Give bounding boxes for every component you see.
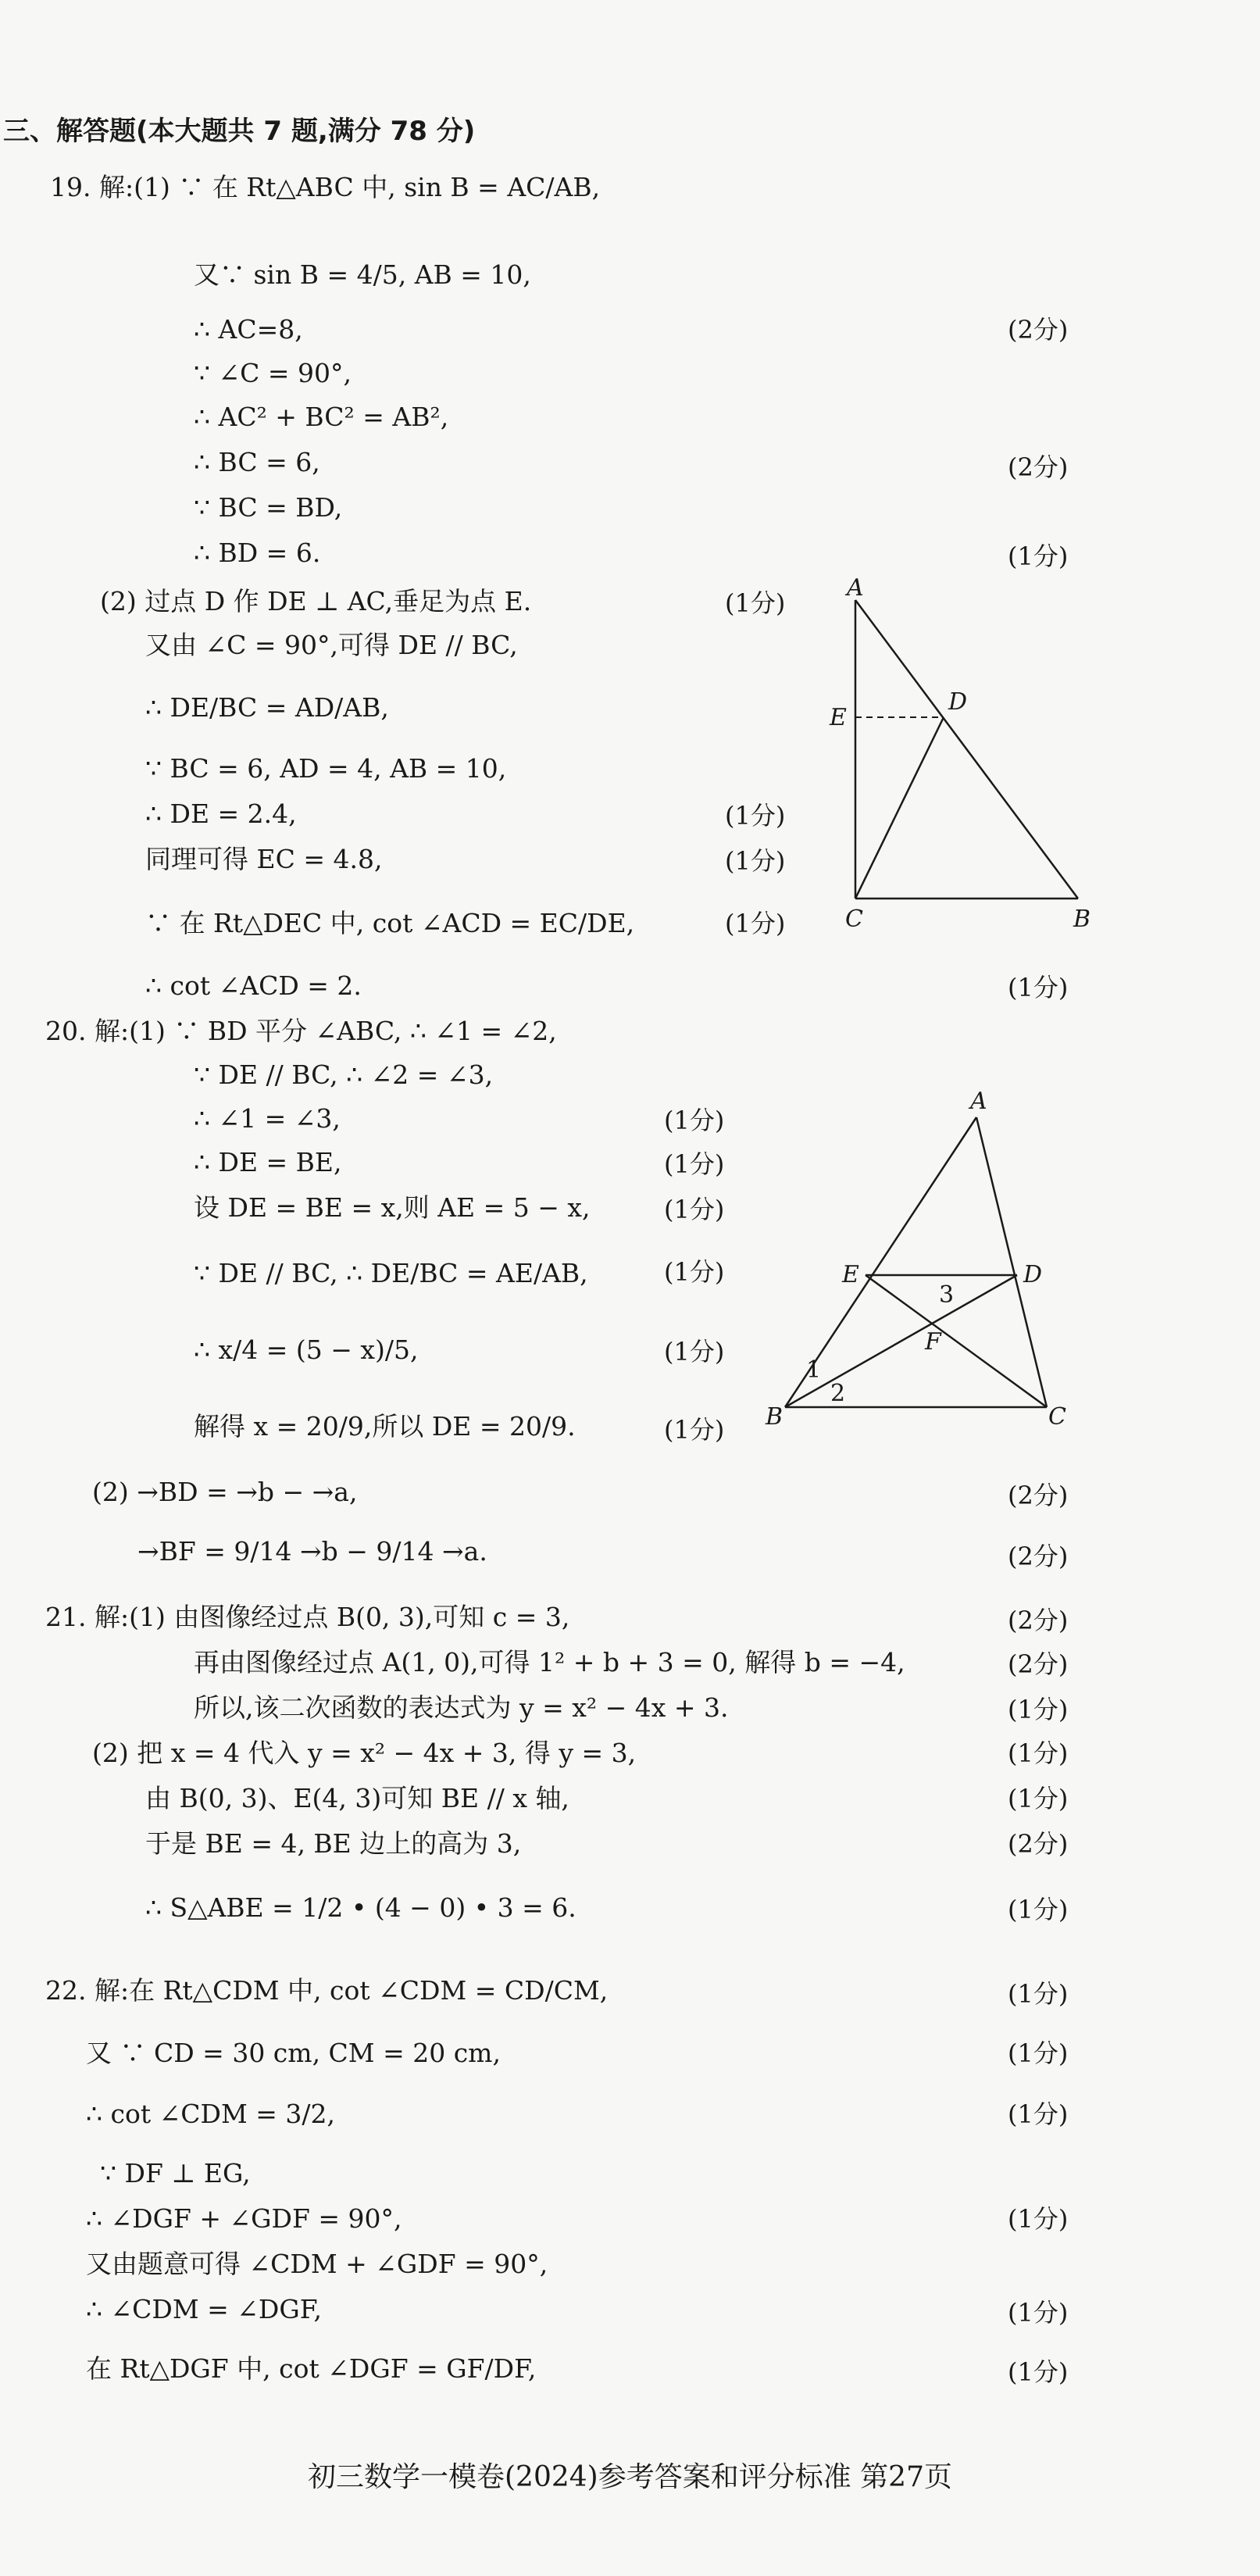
- answer-line: ∴ cot ∠ACD = 2.: [145, 970, 362, 1001]
- answer-line: 19. 解:(1) ∵ 在 Rt△ABC 中, sin B = AC/AB,: [50, 172, 601, 202]
- answer-line: 所以,该二次函数的表达式为 y = x² − 4x + 3.: [194, 1692, 729, 1723]
- score-mark: (1分): [725, 801, 786, 831]
- score-mark: (2分): [1008, 1649, 1069, 1679]
- answer-line: 又由题意可得 ∠CDM + ∠GDF = 90°,: [86, 2249, 548, 2279]
- vertex-label-e: E: [830, 704, 847, 731]
- answer-line: (2) 把 x = 4 代入 y = x² − 4x + 3, 得 y = 3,: [92, 1738, 637, 1768]
- answer-line: →BF = 9/14 →b − 9/14 →a.: [137, 1536, 487, 1567]
- answer-line: ∵ 在 Rt△DEC 中, cot ∠ACD = EC/DE,: [145, 908, 635, 938]
- answer-line: ∴ BC = 6,: [194, 447, 320, 477]
- score-mark: (1分): [1008, 1738, 1069, 1768]
- answer-line: ∴ cot ∠CDM = 3/2,: [86, 2099, 335, 2129]
- angle-label-1: 1: [806, 1356, 822, 1384]
- score-mark: (1分): [725, 588, 786, 618]
- answer-line: 设 DE = BE = x,则 AE = 5 − x,: [194, 1192, 591, 1223]
- score-mark: (1分): [664, 1337, 725, 1367]
- score-mark: (1分): [664, 1195, 725, 1224]
- answer-line: 由 B(0, 3)、E(4, 3)可知 BE // x 轴,: [145, 1783, 569, 1813]
- answer-line: 22. 解:在 Rt△CDM 中, cot ∠CDM = CD/CM,: [45, 1975, 609, 2006]
- section-header: 三、解答题(本大题共 7 题,满分 78 分): [3, 116, 476, 147]
- answer-line: 同理可得 EC = 4.8,: [145, 844, 383, 874]
- answer-line: 20. 解:(1) ∵ BD 平分 ∠ABC, ∴ ∠1 = ∠2,: [45, 1016, 557, 1046]
- answer-line: ∵ DE // BC, ∴ ∠2 = ∠3,: [194, 1059, 494, 1090]
- answer-line: 再由图像经过点 A(1, 0),可得 1² + b + 3 = 0, 解得 b = −4,: [194, 1647, 905, 1677]
- segment-bd: [785, 1275, 1017, 1407]
- score-mark: (2分): [1008, 1481, 1069, 1510]
- answer-line: ∵ BC = BD,: [194, 492, 343, 523]
- score-mark: (1分): [664, 1257, 725, 1287]
- answer-line: ∴ DE = 2.4,: [145, 799, 297, 829]
- figure-triangle-abc: [828, 574, 1094, 938]
- score-mark: (2分): [1008, 1542, 1069, 1571]
- answer-line: (2) →BD = →b − →a,: [92, 1477, 358, 1507]
- answer-line: 又 ∵ CD = 30 cm, CM = 20 cm,: [86, 2038, 501, 2068]
- answer-line: 又∵ sin B = 4/5, AB = 10,: [194, 259, 531, 290]
- score-mark: (1分): [1008, 2357, 1069, 2387]
- vertex-label-d: D: [948, 688, 968, 716]
- vertex-label-a: A: [847, 574, 864, 602]
- answer-line: ∴ ∠1 = ∠3,: [194, 1103, 341, 1134]
- answer-line: ∴ AC² + BC² = AB²,: [194, 402, 449, 432]
- score-mark: (1分): [1008, 973, 1069, 1002]
- answer-line: ∵ BC = 6, AD = 4, AB = 10,: [145, 753, 507, 784]
- answer-line: 在 Rt△DGF 中, cot ∠DGF = GF/DF,: [86, 2353, 537, 2384]
- answer-line: ∴ DE = BE,: [194, 1147, 342, 1177]
- score-mark: (1分): [664, 1415, 725, 1445]
- answer-line: (2) 过点 D 作 DE ⊥ AC,垂足为点 E.: [100, 586, 532, 616]
- answer-line: ∵ ∠C = 90°,: [194, 358, 352, 388]
- vertex-label-b: B: [1073, 906, 1091, 933]
- score-mark: (2分): [1008, 1829, 1069, 1859]
- score-mark: (1分): [725, 909, 786, 938]
- answer-line: 又由 ∠C = 90°,可得 DE // BC,: [145, 630, 518, 660]
- edge-cd: [855, 717, 944, 899]
- answer-line: 于是 BE = 4, BE 边上的高为 3,: [145, 1828, 522, 1859]
- vertex-label-b: B: [766, 1403, 783, 1431]
- answer-line: 21. 解:(1) 由图像经过点 B(0, 3),可知 c = 3,: [45, 1602, 570, 1632]
- vertex-label-f: F: [925, 1328, 941, 1356]
- answer-line: ∴ x/4 = (5 − x)/5,: [194, 1334, 419, 1365]
- score-mark: (2分): [1008, 1606, 1069, 1635]
- vertex-label-a: A: [970, 1088, 987, 1115]
- score-mark: (1分): [1008, 2204, 1069, 2234]
- vertex-label-c: C: [845, 906, 863, 933]
- score-mark: (1分): [1008, 1895, 1069, 1924]
- angle-label-2: 2: [830, 1380, 846, 1407]
- score-mark: (1分): [1008, 1784, 1069, 1813]
- page-footer: 初三数学一模卷(2024)参考答案和评分标准 第27页: [308, 2461, 952, 2493]
- score-mark: (1分): [1008, 1979, 1069, 2009]
- answer-line: ∴ BD = 6.: [194, 538, 321, 568]
- score-mark: (1分): [1008, 2298, 1069, 2328]
- score-mark: (1分): [664, 1149, 725, 1179]
- score-mark: (1分): [725, 846, 786, 876]
- answer-line: ∵ DF ⊥ EG,: [100, 2158, 251, 2188]
- vertex-label-c: C: [1048, 1403, 1066, 1431]
- score-mark: (1分): [664, 1106, 725, 1135]
- answer-line: ∴ ∠CDM = ∠DGF,: [86, 2294, 322, 2324]
- score-mark: (1分): [1008, 2099, 1069, 2129]
- answer-line: ∴ DE/BC = AD/AB,: [145, 692, 389, 723]
- answer-line: ∵ DE // BC, ∴ DE/BC = AE/AB,: [194, 1258, 588, 1288]
- score-mark: (1分): [1008, 2038, 1069, 2068]
- score-mark: (2分): [1008, 315, 1069, 345]
- answer-line: ∴ AC=8,: [194, 314, 303, 345]
- score-mark: (1分): [1008, 1695, 1069, 1724]
- answer-line: ∴ S△ABE = 1/2 • (4 − 0) • 3 = 6.: [145, 1892, 576, 1923]
- angle-label-3: 3: [939, 1281, 955, 1309]
- vertex-label-d: D: [1023, 1261, 1043, 1288]
- answer-line: 解得 x = 20/9,所以 DE = 20/9.: [194, 1411, 576, 1442]
- edge-ab: [855, 600, 1078, 899]
- answer-line: ∴ ∠DGF + ∠GDF = 90°,: [86, 2203, 402, 2234]
- score-mark: (1分): [1008, 541, 1069, 571]
- figure-triangle-with-bisector: [766, 1082, 1094, 1442]
- vertex-label-e: E: [842, 1261, 859, 1288]
- score-mark: (2分): [1008, 452, 1069, 482]
